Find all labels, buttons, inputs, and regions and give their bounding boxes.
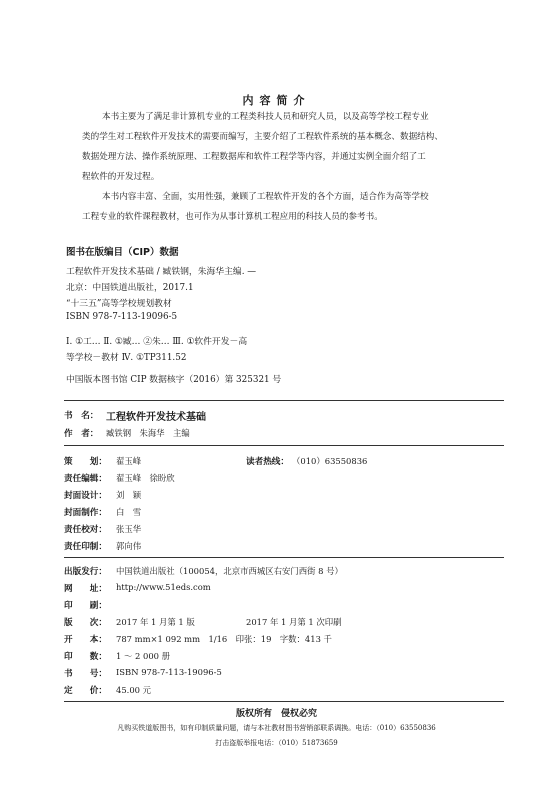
quality-notice: 凡购买铁道版图书，如有印制质量问题，请与本社教材图书营销部联系调换。电话：（010）63550836 [117,724,436,732]
isbn-label: 书 号： [64,669,107,679]
hotline-label: 读者热线： [246,457,289,467]
summary-line-3: 数据处理方法、操作系统原理、工程数据库和软件工程学等内容，并通过实例全面介绍了工 [82,152,426,162]
summary-title: 内容简介 [242,94,311,107]
publisher: 中国铁道出版社（100054，北京市西城区右安门西街 8 号） [116,566,343,576]
isbn: ISBN 978-7-113-19096-5 [116,667,222,677]
planner: 翟玉峰 [116,456,142,466]
cip-line-6: 等学校－教材 Ⅳ. ①TP311.52 [66,353,187,363]
copyright-heading: 版权所有 侵权必究 [235,709,317,719]
printer-label: 印 刷： [64,601,107,611]
edition-label: 版 次： [64,618,107,628]
divider [64,400,504,401]
summary-line-4: 程软件的开发过程。 [82,172,160,182]
book-title: 工程软件开发技术基础 [106,412,206,423]
summary-line-6: 工程专业的软件课程教材，也可作为从事计算机工程应用的科技人员的参考书。 [82,212,383,222]
editor: 翟玉峰 徐盼欣 [116,473,175,483]
title-label: 书 名： [64,411,99,421]
cover-make-label: 封面制作： [64,508,107,518]
hotline: （010）63550836 [292,456,368,466]
edition: 2017 年 1 月第 1 版 [116,617,195,627]
summary-line-2: 类的学生对工程软件开发技术的需要而编写，主要介绍了工程软件系统的基本概念、数据结构、 [82,132,443,142]
cip-line-4: ISBN 978-7-113-19096-5 [66,312,178,322]
website-url: http://www.51eds.com [116,582,211,592]
cip-heading: 图书在版编目（CIP）数据 [66,247,179,258]
print-resp: 郭向伟 [116,541,142,551]
copies: 1 ～ 2 000 册 [116,651,171,661]
cip-line-2: 北京：中国铁道出版社，2017.1 [66,283,194,293]
cip-line-1: 工程软件开发技术基础 / 臧铁钢，朱海华主编. — [66,267,257,277]
piracy-hotline: 打击盗版举报电话：（010）51873659 [215,739,338,747]
author-label: 作 者： [64,429,99,439]
proof: 张玉华 [116,524,142,534]
divider [64,557,504,558]
divider [64,701,504,702]
summary-line-1: 本书主要为了满足非计算机专业的工程类科技人员和研究人员，以及高等学校工程专业 [102,112,429,122]
cip-line-5: Ⅰ. ①工… Ⅱ. ①臧… ②朱… Ⅲ. ①软件开发－高 [66,337,248,347]
copies-label: 印 数： [64,652,107,662]
cover-design: 刘 颖 [116,490,142,500]
printing: 2017 年 1 月第 1 次印刷 [246,617,342,627]
url-label: 网 址： [64,584,107,594]
price: 45.00 元 [116,685,152,695]
proof-label: 责任校对： [64,525,107,535]
cip-line-3: “十三五”高等学校规划教材 [66,299,172,309]
cover-make: 白 雪 [116,507,142,517]
print-resp-label: 责任印制： [64,542,107,552]
format: 787 mm×1 092 mm 1/16 印张：19 字数：413 千 [116,634,332,644]
editor-label: 责任编辑： [64,474,107,484]
planner-label: 策 划： [64,457,107,467]
cover-design-label: 封面设计： [64,491,107,501]
summary-line-5: 本书内容丰富、全面，实用性强，兼顾了工程软件开发的各个方面，适合作为高等学校 [102,192,429,202]
book-author: 臧铁钢 朱海华 主编 [106,428,190,438]
price-label: 定 价： [64,686,107,696]
cip-record: 中国版本图书馆 CIP 数据核字（2016）第 325321 号 [66,375,282,385]
publisher-label: 出版发行： [64,567,107,577]
divider [64,445,504,446]
format-label: 开 本： [64,635,107,645]
